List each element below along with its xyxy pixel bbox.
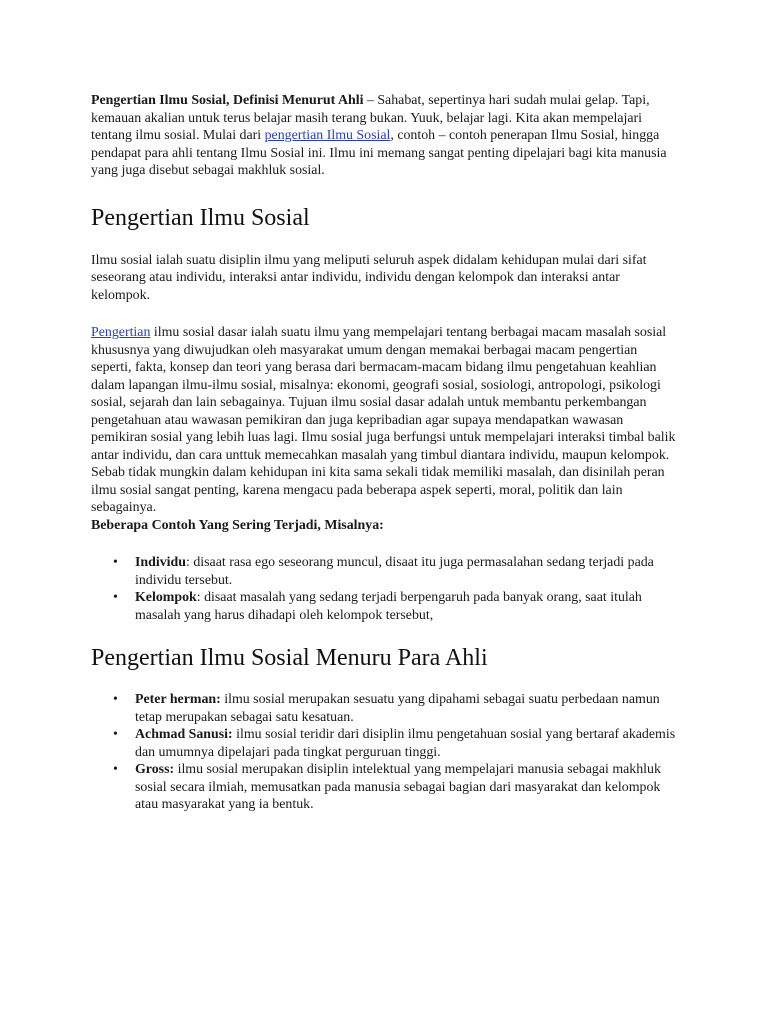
bullet-icon: • (113, 762, 118, 777)
list-item (91, 726, 676, 761)
intro-dash: – (363, 93, 378, 108)
bullet-icon: • (113, 727, 118, 742)
examples-list (91, 554, 676, 624)
list-item-text: : disaat masalah yang sedang terjadi berpengaruh pada banyak orang, saat itulah masalah yang harus dihadapi oleh kelompok tersebut, (135, 590, 642, 623)
list-item (91, 761, 676, 814)
list-item-term: Peter herman: (135, 692, 221, 707)
bullet-icon: • (113, 590, 118, 605)
intro-title: Pengertian Ilmu Sosial, Definisi Menurut Ahli (91, 93, 364, 108)
list-item-term: Kelompok (135, 590, 197, 605)
list-item-text: : disaat rasa ego seseorang muncul, disaat itu juga permasalahan sedang terjadi pada individu tersebut. (135, 555, 654, 588)
bullet-icon: • (113, 692, 118, 707)
list-item-term: Achmad Sanusi: (135, 727, 233, 742)
basic-social-science-text: ilmu sosial dasar ialah suatu ilmu yang mempelajari tentang berbagai macam masalah sosial khususnya yang diwujudkan oleh masyarakat umum dengan memakai berbagai macam pengertian seperti, fakta, konsep dan teori yang berasa dari bermacam-macam bidang ilmu pengetahuan keahlian dalam lapangan ilmu-ilmu sosial, misalnya: ekonomi, geografi sosial, sosiologi, antropologi, psikologi sosial, sejarah dan lain sebagainya. Tujuan ilmu sosial dasar adalah untuk membantu perkembangan pengetahuan atau wawasan pemikiran dan juga kepribadian agar supaya mendapatkan wawasan pemikiran sosial yang lebih luas lagi. Ilmu sosial juga berfungsi untuk mempelajari interaksi timbal balik antar individu, dan cara unttuk memecahkan masalah yang timbul diantara individu, maupun kelompok. Sebab tidak mungkin dalam kehidupan ini kita sama sekali tidak memiliki masalah, dan disinilah peran ilmu sosial sangat penting, karena mengacu pada beberapa aspek seperti, moral, politik dan lain sebagainya. (91, 325, 676, 515)
intro-text-1: Sahabat, sepertinya hari sudah mulai gelap. Tapi, kemauan akalian untuk terus belajar masih terang bukan. Yuuk, belajar lagi. Kita akan mempelajari tentang ilmu sosial. Mulai dari (91, 93, 650, 143)
list-item (91, 691, 676, 726)
intro-paragraph (91, 92, 676, 180)
intro-link[interactable]: pengertian Ilmu Sosial (264, 128, 391, 143)
examples-heading: Beberapa Contoh Yang Sering Terjadi, Misalnya: (91, 517, 384, 533)
experts-list (91, 691, 676, 814)
list-item-term: Gross: (135, 762, 175, 777)
list-item-text: ilmu sosial teridir dari disiplin ilmu pengetahuan sosial yang bertaraf akademis dan umumnya dipelajari pada tingkat perguruan tinggi. (135, 727, 676, 760)
section-heading-para-ahli: Pengertian Ilmu Sosial Menuru Para Ahli (91, 645, 488, 671)
basic-social-science-paragraph (91, 324, 676, 534)
section-heading-pengertian: Pengertian Ilmu Sosial (91, 204, 310, 231)
list-item (91, 589, 676, 624)
list-item-term: Individu (135, 555, 186, 570)
intro-text-2: , contoh – contoh penerapan Ilmu Sosial, hingga pendapat para ahli tentang Ilmu Sosial ini. Ilmu ini memang sangat penting dipelajari bagi kita manusia yang juga disebut sebagai makhluk sosial. (91, 128, 667, 178)
bullet-icon: • (113, 555, 118, 570)
pengertian-link[interactable]: Pengertian (91, 325, 151, 340)
list-item-text: ilmu sosial merupakan sesuatu yang dipahami sebagai suatu perbedaan namun tetap merupakan sebagai satu kesatuan. (135, 692, 660, 725)
list-item (91, 554, 676, 589)
definition-paragraph: Ilmu sosial ialah suatu disiplin ilmu yang meliputi seluruh aspek didalam kehidupan mulai dari sifat seseorang atau individu, interaksi antar individu, individu dengan kelompok dan interaksi antar kelompok. (91, 252, 647, 303)
list-item-text: ilmu sosial merupakan disiplin intelektual yang mempelajari manusia sebagai makhluk sosial secara ilmiah, memusatkan pada manusia sebagai bagian dari masyarakat dan kelompok atau masyarakat yang ia bentuk. (135, 762, 661, 812)
